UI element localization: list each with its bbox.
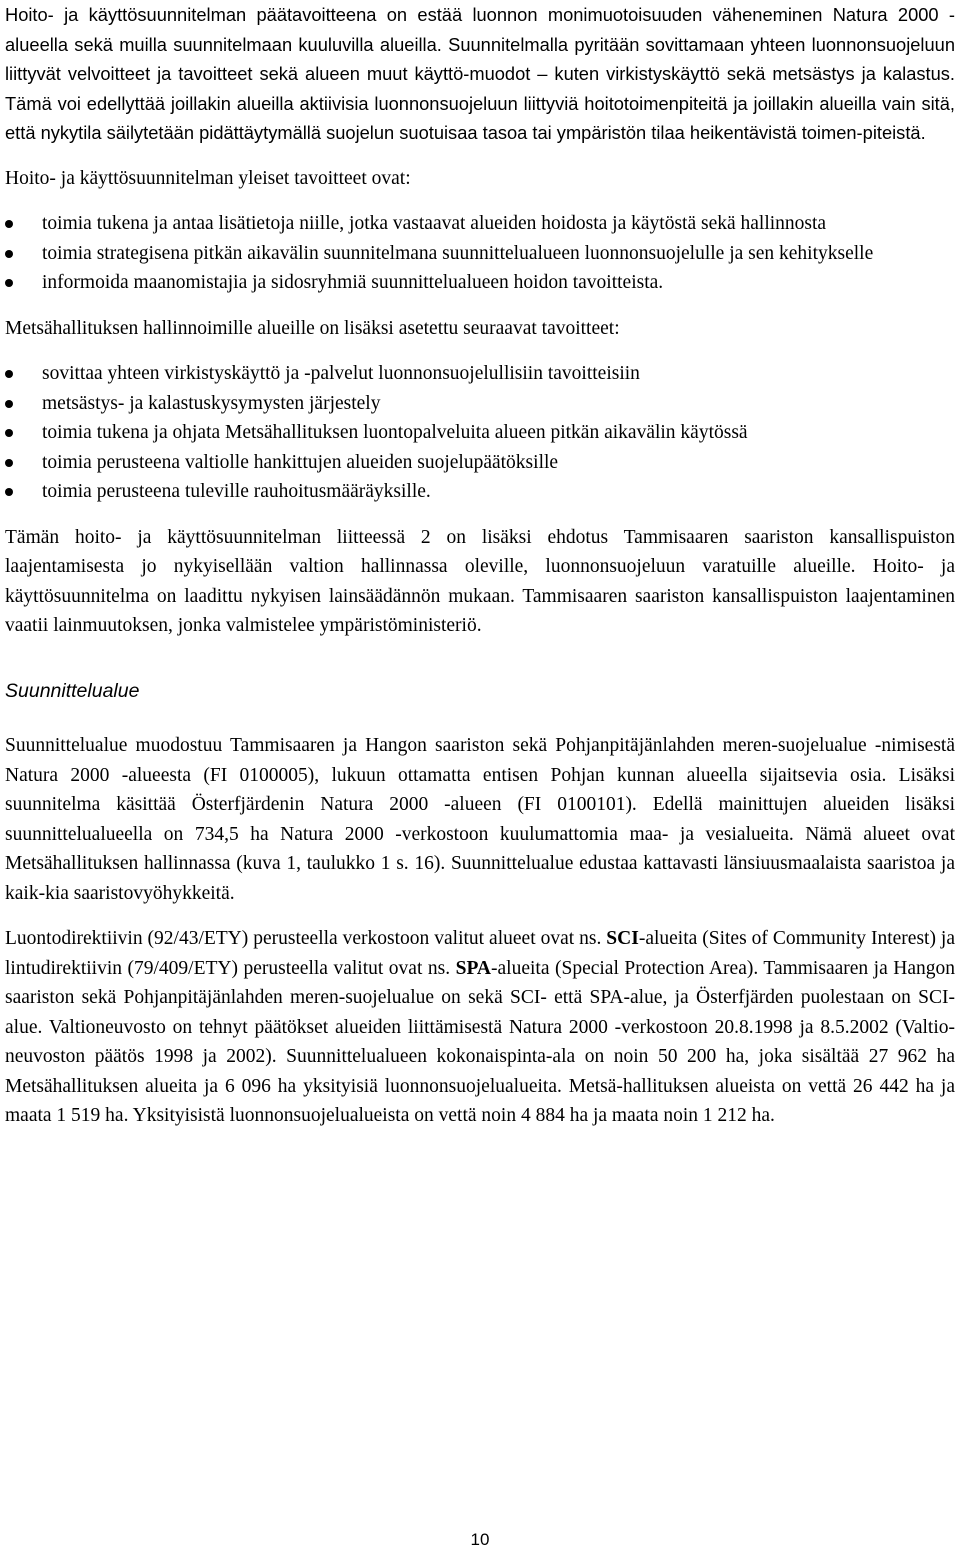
section-heading: Suunnittelualue [5, 679, 140, 702]
list-item: toimia tukena ja ohjata Metsähallituksen luontopalveluita alueen pitkän aikavälin käytössä [5, 418, 955, 448]
document-page [5, 0, 955, 1131]
page-number: 10 [470, 1530, 490, 1549]
p2-text-1: Luontodirektiivin (92/43/ETY) perusteella verkostoon valitut alueet ovat ns. [5, 928, 607, 949]
list-item: metsästys- ja kalastuskysymysten järjestely [5, 389, 955, 419]
list-item: informoida maanomistajia ja sidosryhmiä suunnittelualueen hoidon tavoitteista. [5, 268, 955, 298]
section-paragraph-1: Suunnittelualue muodostuu Tammisaaren ja Hangon saariston sekä Pohjanpitäjänlahden meren-suojelualue -nimisestä Natura 2000 -alueesta (FI 0100005), lukuun ottamatta entisen Pohjan kunnan alueella sijaitsevia osia. Lisäksi suunnitelma käsittää Österfjärdenin Natura 2000 -alueen (FI 0100101). Edellä mainittujen alueiden lisäksi suunnittelualueella on 734,5 ha Natura 2000 -verkostoon kuulumattomia maa- ja vesialueita. Nämä alueet ovat Metsähallituksen hallinnassa (kuva 1, taulukko 1 s. 16). Suunnittelualue edustaa kattavasti länsiuusmaalaista saaristoa ja kaik-kia saaristovyöhykkeitä. [5, 735, 955, 904]
list-item: toimia tukena ja antaa lisätietoja niille, jotka vastaavat alueiden hoidosta ja käytöstä sekä hallinnosta [5, 209, 955, 239]
general-goals-intro: Hoito- ja käyttösuunnitelman yleiset tavoitteet ovat: [5, 167, 411, 189]
list-item: toimia strategisena pitkän aikavälin suunnitelmana suunnittelualueen luonnonsuojelulle ja sen kehitykselle [5, 239, 955, 269]
p2-text-3: -alueita (Special Protection Area). Tammisaaren ja Hangon saariston sekä Pohjanpitäjänlahden meren-suojelualue on sekä SCI- että SPA-alue, ja Österfjärden puolestaan on SCI-alue. Valtioneuvosto on tehnyt päätökset alueiden liittämisestä Natura 2000 -verkostoon 20.8.1998 ja 8.5.2002 (Valtio-neuvoston päätös 1998 ja 2002). Suunnittelualueen kokonaispinta-ala on noin 50 200 ha, joka sisältää 27 962 ha Metsähallituksen alueita ja 6 096 ha yksityisiä luonnonsuojelualueita. Metsä-hallituksen alueista on vettä 26 442 ha ja maata 1 519 ha. Yksityisistä luonnonsuojelualueista on vettä noin 4 884 ha ja maata noin 1 212 ha. [5, 957, 955, 1126]
spa-term: SPA [455, 957, 492, 979]
list-item: toimia perusteena valtiolle hankittujen alueiden suojelupäätöksille [5, 448, 955, 478]
mh-goals-intro: Metsähallituksen hallinnoimille alueille on lisäksi asetettu seuraavat tavoitteet: [5, 317, 620, 339]
section-paragraph-2 [5, 924, 955, 1131]
sci-term: SCI [606, 928, 639, 949]
list-item: toimia perusteena tuleville rauhoitusmääräyksille. [5, 477, 955, 507]
mh-goals-list [5, 359, 955, 507]
general-goals-list [5, 209, 955, 298]
p2-text-2: -alueita (Sites of Community Interest) ja lintudirektiivin (79/409/ETY) perusteella valitut ovat ns. [5, 928, 955, 979]
appendix-paragraph: Tämän hoito- ja käyttösuunnitelman liitteessä 2 on lisäksi ehdotus Tammisaaren saariston kansallispuiston laajentamisesta jo nykyisellään valtion hallinnassa oleville, luonnonsuojeluun varatuille alueille. Hoito- ja käyttösuunnitelma on laadittu nykyisen lainsäädännön mukaan. Tammisaaren saariston kansallispuiston laajentaminen vaatii lainmuutoksen, jonka valmistelee ympäristöministeriö. [5, 526, 955, 636]
list-item: sovittaa yhteen virkistyskäyttö ja -palvelut luonnonsuojelullisiin tavoitteisiin [5, 359, 955, 389]
intro-paragraph: Hoito- ja käyttösuunnitelman päätavoitteena on estää luonnon monimuotoisuuden väheneminen Natura 2000 -alueella sekä muilla suunnitelmaan kuuluvilla alueilla. Suunnitelmalla pyritään sovittamaan yhteen luonnonsuojeluun liittyvät velvoitteet ja tavoitteet sekä alueen muut käyttö-muodot – kuten virkistyskäyttö sekä metsästys ja kalastus. Tämä voi edellyttää joillakin alueilla aktiivisia luonnonsuojeluun liittyviä hoitotoimenpiteitä ja joillakin alueilla vain sitä, että nykytila säilytetään pidättäytymällä suojelun suotuisaa tasoa tai ympäristön tilaa heikentävistä toimen-piteistä. [5, 4, 955, 143]
